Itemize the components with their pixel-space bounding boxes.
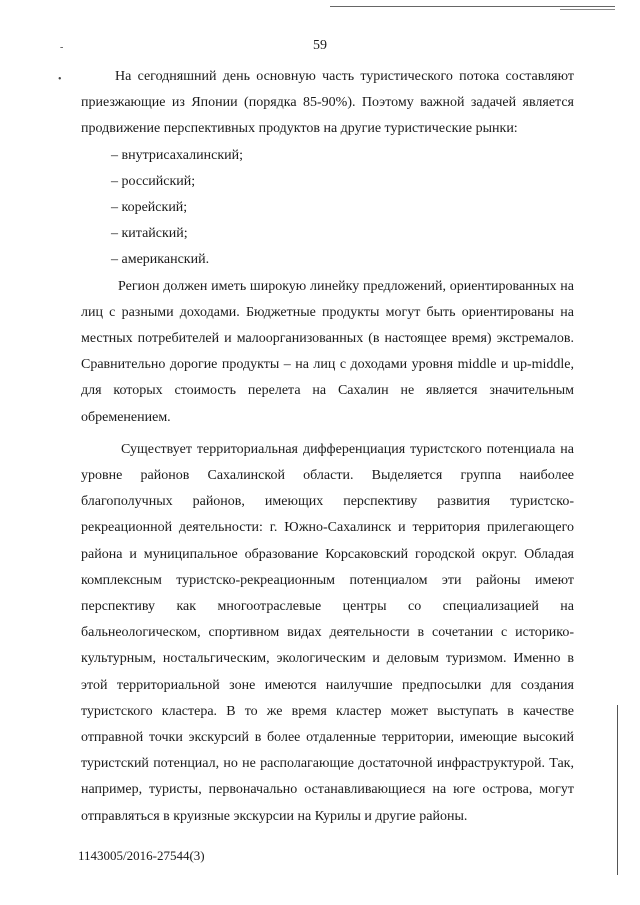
list-item: – корейский;: [111, 200, 188, 216]
page-number: 59: [313, 38, 327, 53]
scan-mark: •: [58, 74, 62, 85]
list-item: – российский;: [111, 173, 196, 189]
list-item: – внутрисахалинский;: [111, 147, 243, 163]
list-item: – китайский;: [111, 226, 188, 242]
document-footer-id: 1143005/2016-27544(3): [78, 848, 205, 863]
market-list: [81, 143, 574, 274]
scan-mark: -: [60, 42, 64, 53]
list-item: – американский.: [111, 252, 210, 268]
top-rule-short: [560, 9, 615, 10]
body-text: [81, 64, 574, 830]
top-rule: [330, 6, 615, 7]
paragraph-territory: Существует территориальная дифференциация туристского потенциала на уровне районов Сахалинской области. Выделяется группа наиболее благополучных районов, имеющих перспективу развития туристско-рекреационной деятельности: г. Южно-Сахалинск и территория прилегающего района и муниципальное образование Корсаковский городской округ. Обладая комплексным туристско-рекреационным потенциалом эти районы имеют перспективу как многоотраслевые центры со специализацией на бальнеологическом, спортивном видах деятельности в сочетании с историко-культурным, ностальгическим, экологическим и деловым туризмом. Именно в этой территориальной зоне имеются наилучшие предпосылки для создания туристского кластера. В то же время кластер может выступать в качестве отправной точки экскурсий в более отдаленные территории, имеющие высокий туристский потенциал, но не располагающие достаточной инфраструктурой. Так, например, туристы, первоначально останавливающиеся на юге острова, могут отправляться в круизные экскурсии на Курилы и другие районы.: [81, 441, 574, 824]
side-rule: [617, 705, 618, 875]
paragraph-region: Регион должен иметь широкую линейку предложений, ориентированных на лиц с разными доходами. Бюджетные продукты могут быть ориентированы на местных потребителей и малоорганизованных (в настоящее время) экстремалов. Сравнительно дорогие продукты – на лиц с доходами уровня middle и up-middle, для которых стоимость перелета на Сахалин не является значительным обременением.: [81, 278, 574, 425]
paragraph-intro: На сегодняшний день основную часть туристического потока составляют приезжающие из Японии (порядка 85-90%). Поэтому важной задачей является продвижение перспективных продуктов на другие туристические рынки:: [81, 69, 574, 137]
